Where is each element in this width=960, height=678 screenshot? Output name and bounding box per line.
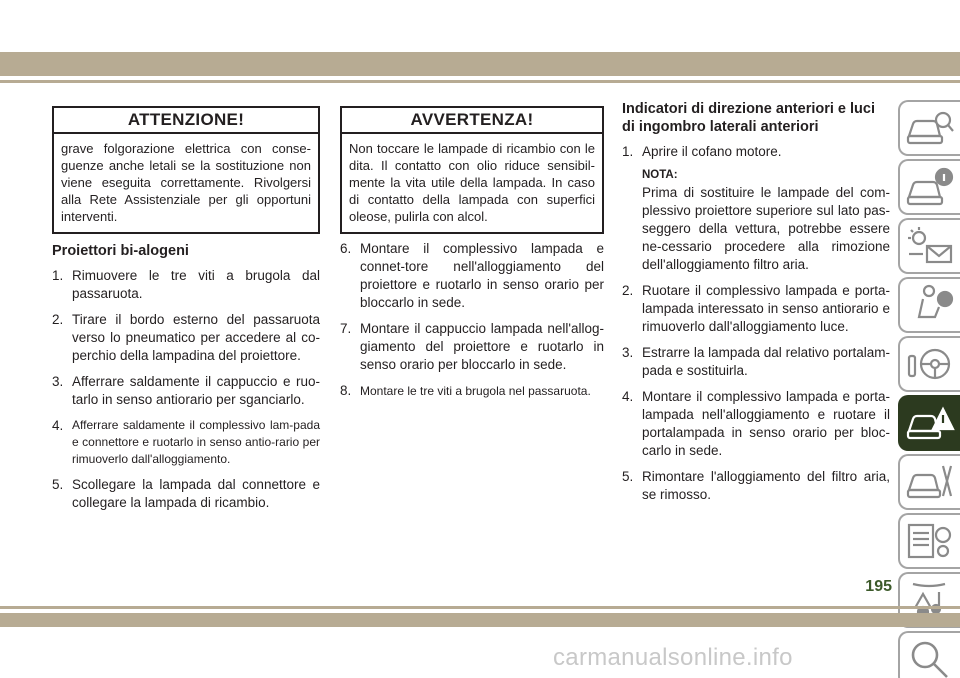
tab-car-tools[interactable] bbox=[898, 454, 960, 510]
column-right bbox=[622, 100, 890, 512]
tab-hazard-warning[interactable] bbox=[898, 395, 960, 451]
tab-steering-wheel[interactable] bbox=[898, 336, 960, 392]
warning-box bbox=[52, 106, 320, 234]
caution-title: AVVERTENZA! bbox=[342, 108, 602, 134]
maintenance-list-icon bbox=[905, 519, 955, 563]
bialogen-steps bbox=[52, 267, 320, 512]
warning-text: grave folgorazione elettrica con conse-guenze anche letali se la sostituzione non viene eseguita correttamente. Rivolgersi alla Rete Assistenziale per gli opportuni interventi. bbox=[61, 141, 311, 224]
section-heading-indicators: Indicatori di direzione anteriori e luci di ingombro laterali anteriori bbox=[622, 101, 875, 135]
car-search-icon bbox=[905, 106, 955, 150]
footer-rule bbox=[0, 606, 960, 609]
list-item: 2. Ruotare il complessivo lampada e porta-lampada interessato in senso antiorario e rimuoverlo dall'alloggiamento luce. bbox=[622, 283, 890, 334]
indicator-steps-continued bbox=[622, 282, 890, 504]
page-number: 195 bbox=[865, 578, 892, 595]
header-rule bbox=[0, 80, 960, 83]
tab-car-info[interactable] bbox=[898, 159, 960, 215]
list-item: 6. Montare il complessivo lampada e connet-tore nell'alloggiamento del proiettore e ruotarlo in senso orario per bloccarlo in sede. bbox=[340, 241, 604, 310]
note bbox=[622, 167, 890, 274]
watermark: carmanualsonline.info bbox=[553, 644, 793, 671]
car-tools-icon bbox=[905, 460, 955, 504]
column-left bbox=[52, 106, 320, 520]
airbag-seat-icon bbox=[905, 283, 955, 327]
note-text: Prima di sostituire le lampade del com-plessivo proiettore superiore sul lato pas-seggero della vettura, potrebbe essere ne-cessario procedere alla rimozione dell'alloggiamento filtro aria. bbox=[642, 185, 890, 272]
steering-wheel-icon bbox=[905, 342, 955, 386]
list-item: 1. Aprire il cofano motore. bbox=[622, 144, 782, 159]
indicator-steps bbox=[622, 143, 890, 161]
list-item: 3. Estrarre la lampada dal relativo portalam-pada e sostituirla. bbox=[622, 345, 890, 378]
dashboard-lights-icon bbox=[905, 224, 955, 268]
list-item: 4. Montare il complessivo lampada e porta-lampada nell'alloggiamento e ruotare il portalampada in senso orario per bloc-carlo in sede. bbox=[622, 389, 890, 458]
list-item: 5. Scollegare la lampada dal connettore e collegare la lampada di ricambio. bbox=[52, 477, 320, 510]
chapter-tabs bbox=[898, 100, 960, 678]
warning-title: ATTENZIONE! bbox=[54, 108, 318, 134]
tab-maintenance-list[interactable] bbox=[898, 513, 960, 569]
hazard-warning-icon bbox=[905, 401, 955, 445]
list-item: 7. Montare il cappuccio lampada nell'allog-giamento del proiettore e ruotarlo in senso orario per bloccarlo in sede. bbox=[340, 321, 604, 372]
list-item: 3. Afferrare saldamente il cappuccio e ruo-tarlo in senso antiorario per sganciarlo. bbox=[52, 374, 320, 407]
list-item: 2. Tirare il bordo esterno del passaruota verso lo pneumatico per accedere al co-perchio della lampadina del proiettore. bbox=[52, 312, 320, 363]
tab-airbag-seat[interactable] bbox=[898, 277, 960, 333]
caution-box bbox=[340, 106, 604, 234]
section-heading-bialogen: Proiettori bi-alogeni bbox=[52, 243, 189, 259]
tab-dashboard-lights[interactable] bbox=[898, 218, 960, 274]
list-item: 8. Montare le tre viti a brugola nel passaruota. bbox=[340, 383, 591, 398]
footer-band bbox=[0, 613, 960, 627]
column-middle bbox=[340, 106, 604, 408]
header-band bbox=[0, 52, 960, 76]
list-item: 1. Rimuovere le tre viti a brugola dal passaruota. bbox=[52, 268, 320, 301]
list-item: 4. Afferrare saldamente il complessivo lam-pada e connettore e ruotarlo in senso antio-rario per rimuoverlo dall'alloggiamento. bbox=[52, 418, 320, 466]
list-item: 5. Rimontare l'alloggiamento del filtro aria, se rimosso. bbox=[622, 469, 890, 502]
tab-car-search[interactable] bbox=[898, 100, 960, 156]
note-label: NOTA: bbox=[642, 169, 678, 181]
bialogen-steps-continued bbox=[340, 240, 604, 400]
caution-text: Non toccare le lampade di ricambio con le dita. Il contatto con olio riduce sensibil-mente la vita utile della lampada. In caso di contatto della lampada con superfici oleose, pulirla con alcol. bbox=[349, 141, 595, 224]
car-info-icon bbox=[905, 165, 955, 209]
